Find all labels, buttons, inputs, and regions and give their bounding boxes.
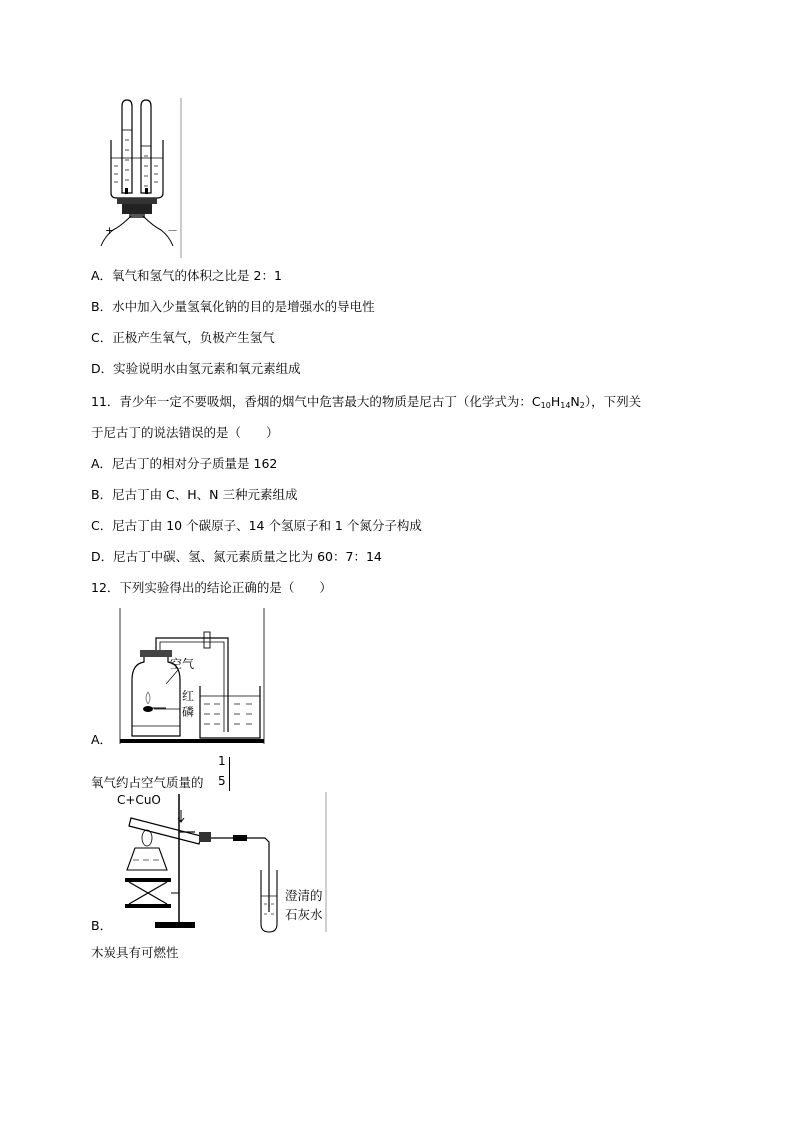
- fig-red-label: 红: [182, 689, 195, 703]
- fig-limewater-label1: 澄清的: [285, 888, 323, 903]
- formula-n: N: [570, 394, 580, 409]
- q12-option-b-caption: 木炭具有可燃性: [91, 945, 179, 960]
- electrolysis-apparatus-figure: [91, 98, 183, 258]
- fig-limewater-label2: 石灰水: [285, 907, 323, 922]
- q11-option-a: A．尼古丁的相对分子质量是 162: [91, 456, 278, 471]
- q12-stem: 12．下列实验得出的结论正确的是（ ）: [91, 580, 332, 595]
- minus-label: －: [167, 224, 178, 237]
- q11-stem-line1: [91, 394, 641, 414]
- formula-sub-14: 14: [560, 401, 571, 410]
- q12-option-b-letter: B．: [91, 918, 113, 933]
- q11-option-b: B．尼古丁由 C、H、N 三种元素组成: [91, 487, 298, 502]
- formula-sub-2: 2: [579, 401, 585, 410]
- q10-option-b: B．水中加入少量氢氧化钠的目的是增强水的导电性: [91, 299, 375, 314]
- q11-stem-part2: ），下列关: [584, 394, 642, 409]
- fig-air-label: 空气: [170, 657, 195, 671]
- q11-stem-line2: 于尼古丁的说法错误的是（ ）: [91, 425, 279, 440]
- carbon-copper-oxide-apparatus-figure: [115, 792, 328, 934]
- fraction-numerator: 1: [218, 754, 226, 768]
- q12-option-a-caption: 氧气约占空气质量的: [91, 775, 204, 790]
- fig-reactant-label: C+CuO: [117, 793, 161, 807]
- formula-h: H: [550, 394, 561, 409]
- plus-label: +: [105, 224, 115, 237]
- q11-option-d: D．尼古丁中碳、氢、氮元素质量之比为 60：7：14: [91, 549, 382, 564]
- air-oxygen-apparatus-figure: [118, 608, 266, 746]
- q12-option-a-letter: A．: [91, 732, 113, 747]
- fraction-bar: [229, 757, 230, 791]
- q11-stem-part1: 11．青少年一定不要吸烟，香烟的烟气中危害最大的物质是尼古丁（化学式为：C: [91, 394, 541, 409]
- q11-option-c: C．尼古丁由 10 个碳原子、14 个氢原子和 1 个氮分子构成: [91, 518, 422, 533]
- q10-option-c: C．正极产生氧气，负极产生氢气: [91, 330, 275, 345]
- fraction-denominator: 5: [218, 774, 226, 788]
- q10-option-d: D．实验说明水由氢元素和氧元素组成: [91, 361, 301, 376]
- q10-option-a: A．氧气和氢气的体积之比是 2：1: [91, 268, 282, 283]
- fig-phosphorus-label: 磷: [182, 705, 195, 719]
- formula-sub-10: 10: [540, 401, 551, 410]
